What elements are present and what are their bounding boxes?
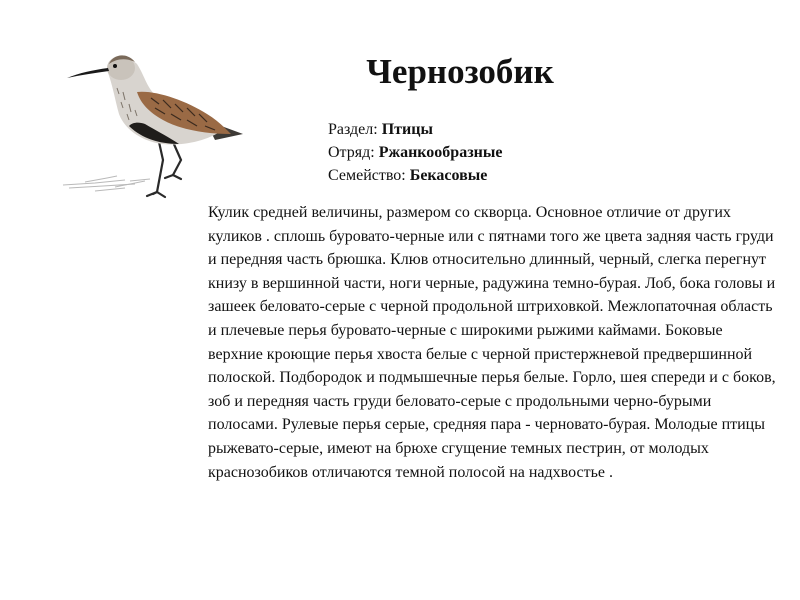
taxonomy-section-row bbox=[328, 118, 502, 141]
grass-strokes bbox=[63, 176, 150, 191]
taxonomy-block bbox=[328, 118, 502, 187]
family-label: Семейство: bbox=[328, 167, 406, 184]
bird-beak bbox=[67, 68, 109, 78]
order-value: Ржанкообразные bbox=[378, 144, 503, 161]
section-value: Птицы bbox=[381, 121, 433, 138]
order-label: Отряд: bbox=[328, 144, 375, 161]
dunlin-illustration bbox=[55, 42, 255, 212]
description-paragraph: Кулик средней величины, размером со скворца. Основное отличие от других куликов . сплошь буровато-черные или с пятнами того же цвета задняя часть груди и передняя часть брюшка. Клюв относительно длинный, черный, слегка перегнут книзу в вершинной части, ноги черные, радужина темно-бурая. Лоб, бока головы и зашеек беловато-серые с черной продольной штриховкой. Межлопаточная область и плечевые перья буровато-черные с широкими рыжими каймами. Боковые верхние кроющие перья хвоста белые с черной пристержневой предвершинной полоской. Подбородок и подмышечные перья белые. Горло, шея спереди и с боков, зоб и передняя часть груди беловато-серые с продольными черно-бурыми полосами. Рулевые перья серые, средняя пара - черновато-бурая. Молодые птицы рыжевато-серые, имеют на брюхе сгущение темных пестрин, от молодых краснозобиков отличаются темной полосой на надхвостье . bbox=[208, 204, 776, 481]
family-value: Бекасовые bbox=[409, 167, 488, 184]
taxonomy-order-row bbox=[328, 141, 502, 164]
bird-eye bbox=[113, 64, 117, 68]
section-label: Раздел: bbox=[328, 121, 378, 138]
bird-legs bbox=[147, 142, 181, 197]
taxonomy-family-row bbox=[328, 164, 502, 187]
page-title: Чернозобик bbox=[366, 52, 554, 91]
